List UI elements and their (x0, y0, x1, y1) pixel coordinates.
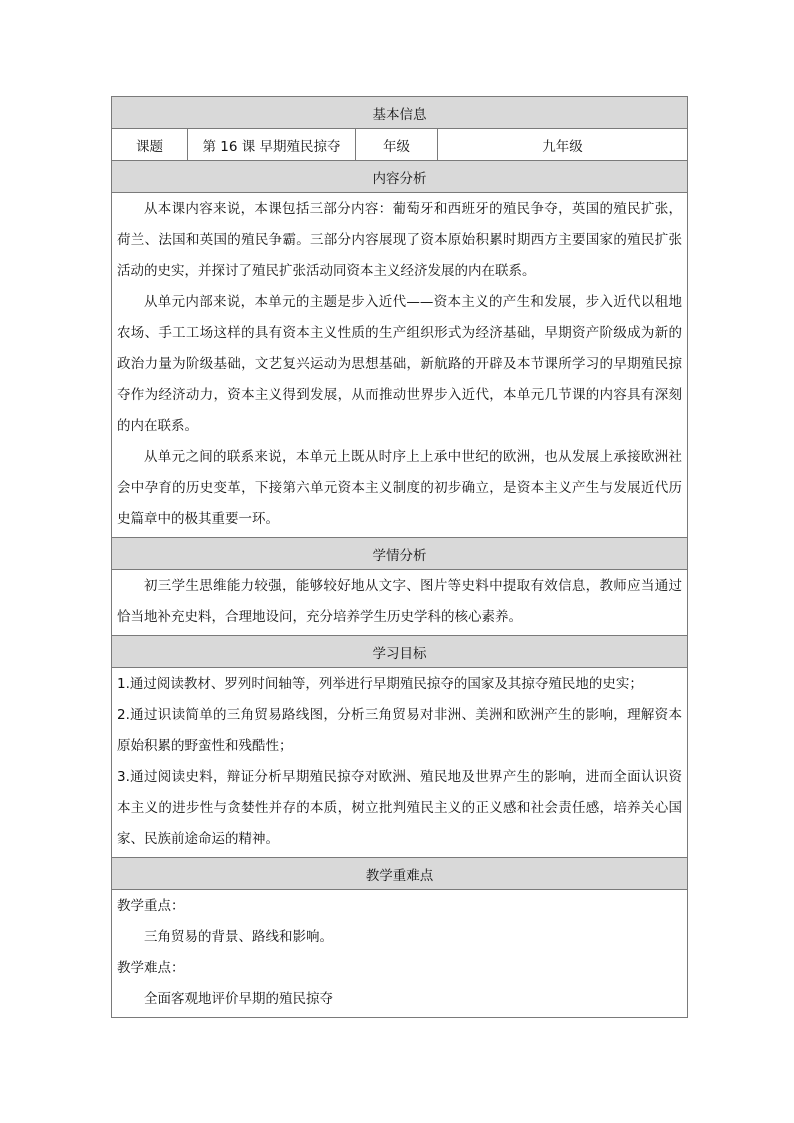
basic-info-row (112, 129, 688, 161)
section-header-basic-info: 基本信息 (112, 97, 688, 129)
section-header-content-analysis: 内容分析 (112, 161, 688, 193)
grade-label: 年级 (356, 129, 438, 161)
section-header-key-points: 教学重难点 (112, 858, 688, 890)
focus-label: 教学重点： (117, 898, 185, 914)
difficulty-text: 全面客观地评价早期的殖民掠夺 (144, 991, 333, 1007)
learner-analysis-body (112, 570, 688, 636)
objective-item: 2.通过识读简单的三角贸易路线图，分析三角贸易对非洲、美洲和欧洲产生的影响，理解资本原始积累的野蛮性和残酷性； (117, 707, 682, 754)
objective-item: 1.通过阅读教材、罗列时间轴等，列举进行早期殖民掠夺的国家及其掠夺殖民地的史实； (117, 676, 643, 692)
content-analysis-paragraph: 从单元内部来说，本单元的主题是步入近代——资本主义的产生和发展，步入近代以租地农场、手工工场这样的具有资本主义性质的生产组织形式为经济基础，早期资产阶级成为新的政治力量为阶级基础，文艺复兴运动为思想基础，新航路的开辟及本节课所学习的早期殖民掠夺作为经济动力，资本主义得到发展，从而推动世界步入近代，本单元几节课的内容具有深刻的内在联系。 (117, 294, 682, 434)
lesson-plan-table (111, 96, 688, 1018)
content-analysis-paragraph: 从单元之间的联系来说，本单元上既从时序上上承中世纪的欧洲，也从发展上承接欧洲社会中孕育的历史变革，下接第六单元资本主义制度的初步确立，是资本主义产生与发展近代历史篇章中的极其重要一环。 (117, 449, 682, 527)
grade-value: 九年级 (438, 129, 688, 161)
content-analysis-paragraph: 从本课内容来说，本课包括三部分内容：葡萄牙和西班牙的殖民争夺，英国的殖民扩张，荷兰、法国和英国的殖民争霸。三部分内容展现了资本原始积累时期西方主要国家的殖民扩张活动的史实，并探讨了殖民扩张活动同资本主义经济发展的内在联系。 (117, 201, 682, 279)
objectives-body (112, 668, 688, 858)
learner-analysis-paragraph: 初三学生思维能力较强，能够较好地从文字、图片等史料中提取有效信息，教师应当通过恰当地补充史料，合理地设问，充分培养学生历史学科的核心素养。 (117, 578, 682, 625)
topic-value: 第 16 课 早期殖民掠夺 (188, 129, 356, 161)
objective-item: 3.通过阅读史料，辩证分析早期殖民掠夺对欧洲、殖民地及世界产生的影响，进而全面认识资本主义的进步性与贪婪性并存的本质，树立批判殖民主义的正义感和社会责任感，培养关心国家、民族前途命运的精神。 (117, 769, 682, 847)
key-points-body (112, 890, 688, 1018)
section-header-objectives: 学习目标 (112, 636, 688, 668)
difficulty-label: 教学难点： (117, 960, 185, 976)
focus-text: 三角贸易的背景、路线和影响。 (144, 929, 333, 945)
section-header-learner-analysis: 学情分析 (112, 538, 688, 570)
topic-label: 课题 (112, 129, 188, 161)
content-analysis-body (112, 193, 688, 538)
